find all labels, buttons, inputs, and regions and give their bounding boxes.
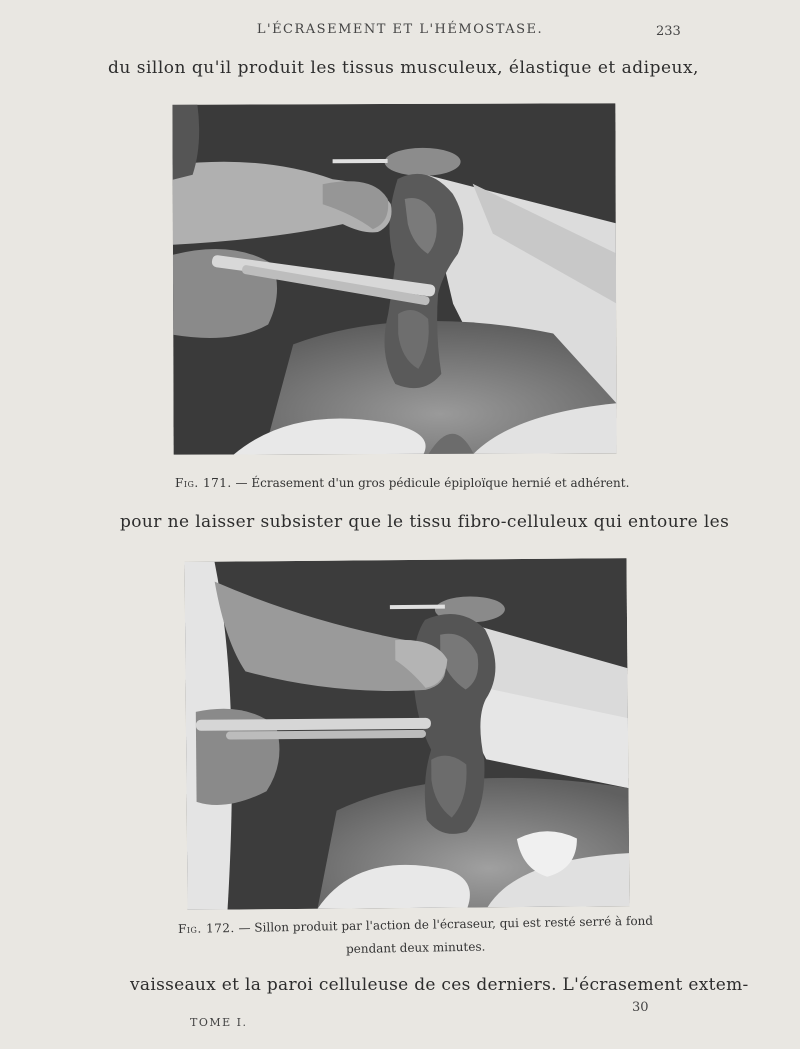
figure-171-photo — [172, 103, 616, 455]
figure-171-label: Fig. 171. — [175, 476, 232, 490]
figure-171-caption — [175, 476, 629, 490]
signature-mark: 30 — [632, 1000, 649, 1015]
figure-172-caption-line-2: pendant deux minutes. — [345, 939, 486, 956]
figure-172-caption-text: — Sillon produit par l'action de l'écraseur, qui est resté serré à fond — [234, 913, 654, 936]
running-title: L'ÉCRASEMENT ET L'HÉMOSTASE. — [256, 22, 544, 37]
page-number: 233 — [656, 24, 681, 39]
surgical-photo-172 — [184, 558, 629, 910]
body-text-line-1: du sillon qu'il produit les tissus musculeux, élastique et adipeux, — [108, 58, 699, 78]
surgical-photo-171 — [172, 103, 616, 455]
body-text-line-3: vaisseaux et la paroi celluleuse de ces derniers. L'écrasement extem- — [130, 975, 749, 995]
figure-172-caption-line-1 — [178, 914, 653, 936]
body-text-line-2: pour ne laisser subsister que le tissu fibro-celluleux qui entoure les — [120, 512, 730, 532]
figure-172-label: Fig. 172. — [177, 921, 235, 936]
figure-171-caption-text: — Écrasement d'un gros pédicule épiploïque hernié et adhérent. — [231, 476, 630, 490]
volume-mark: TOME I. — [190, 1016, 248, 1029]
figure-172-photo — [184, 558, 629, 910]
